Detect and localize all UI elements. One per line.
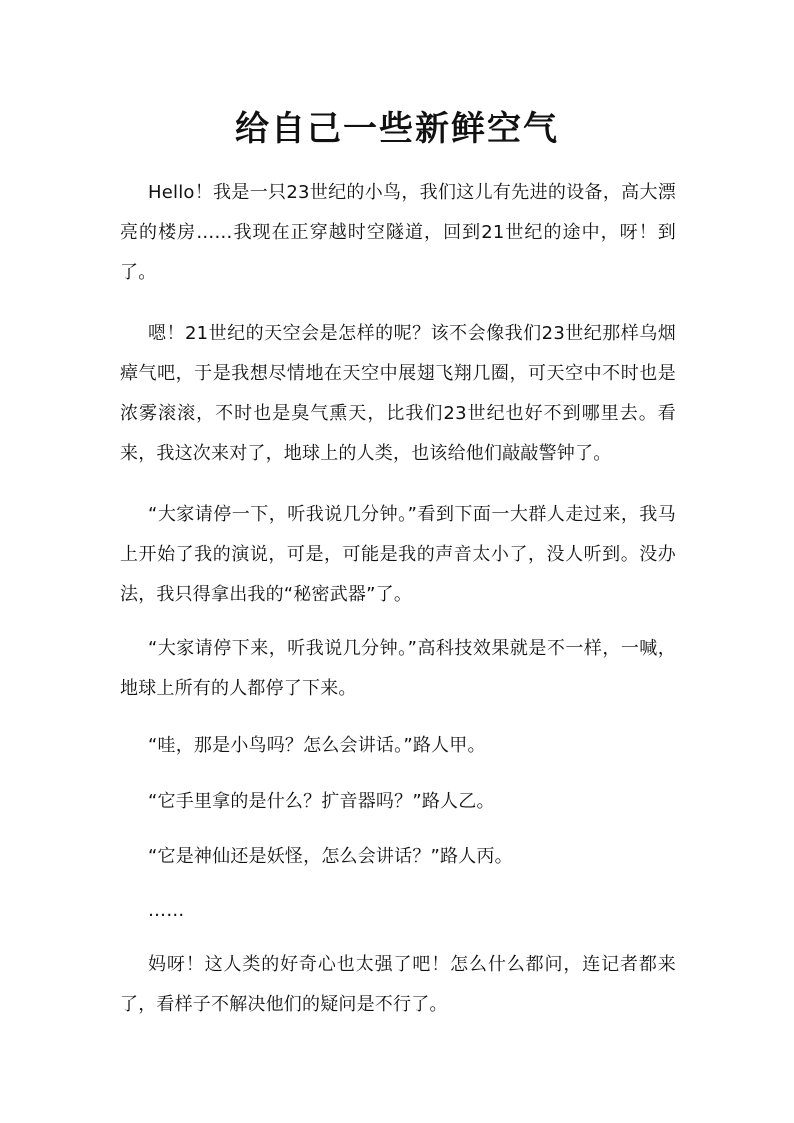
page-title: 给自己一些新鲜空气 [235, 109, 559, 149]
paragraph-9: 妈呀！这人类的好奇心也太强了吧！怎么什么都问，连记者都来了，看样子不解决他们的疑问是不行了。 [120, 954, 676, 1015]
paragraph-6: “它手里拿的是什么？扩音器吗？”路人乙。 [148, 791, 495, 812]
paragraph-1: Hello！我是一只23世纪的小鸟，我们这儿有先进的设备，高大漂亮的楼房……我现在正穿越时空隧道，回到21世纪的途中，呀！到了。 [120, 182, 676, 283]
paragraph-8: …… [148, 900, 185, 921]
paragraph-3: “大家请停一下，听我说几分钟。”看到下面一大群人走过来，我马上开始了我的演说，可是，可能是我的声音太小了，没人听到。没办法，我只得拿出我的“秘密武器”了。 [120, 504, 676, 605]
paragraph-7: “它是神仙还是妖怪，怎么会讲话？”路人丙。 [148, 846, 513, 867]
paragraph-2: 嗯！21世纪的天空会是怎样的呢？该不会像我们23世纪那样乌烟瘴气吧，于是我想尽情地在天空中展翅飞翔几圈，可天空中不时也是浓雾滚滚，不时也是臭气熏天，比我们23世纪也好不到哪里去。看来，我这次来对了，地球上的人类，也该给他们敲敲警钟了。 [120, 323, 676, 464]
paragraph-5: “哇，那是小鸟吗？怎么会讲话。”路人甲。 [148, 735, 486, 756]
paragraph-4: “大家请停下来，听我说几分钟。”高科技效果就是不一样，一喊，地球上所有的人都停了下来。 [120, 638, 676, 699]
